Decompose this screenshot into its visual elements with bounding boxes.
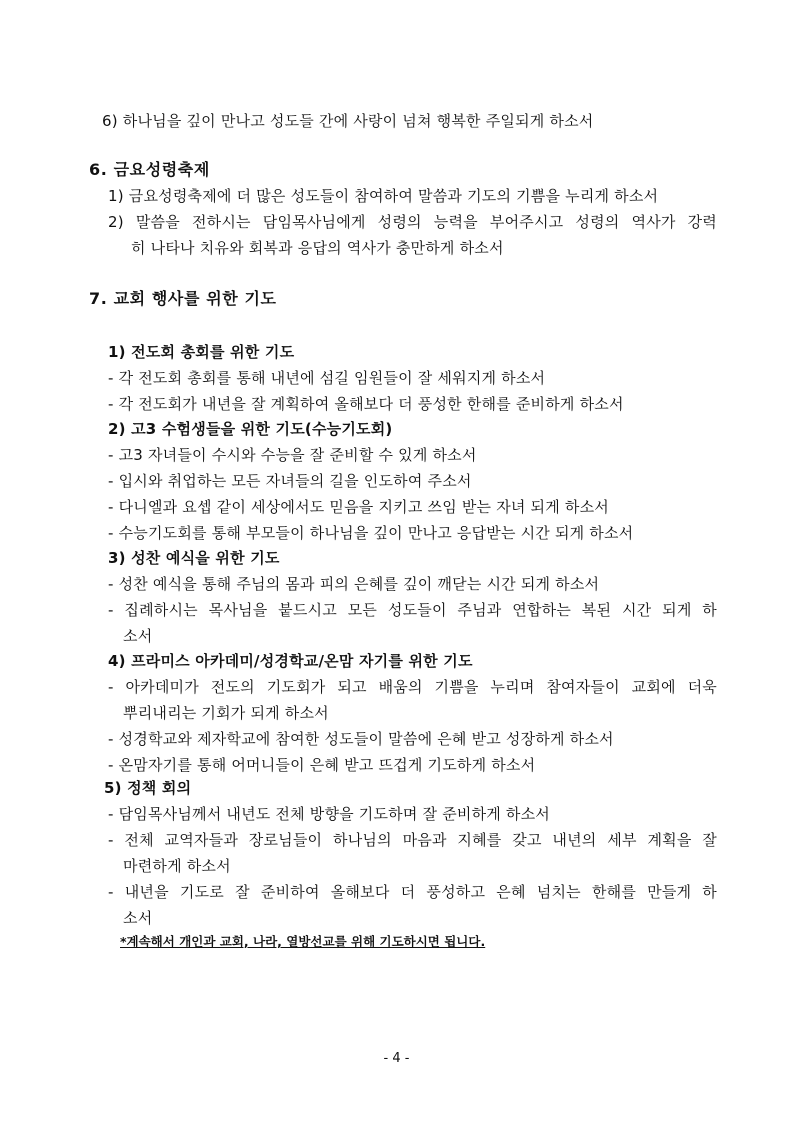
- subheading-4: 4) 프라미스 아카데미/성경학교/온맘 자기를 위한 기도: [108, 652, 473, 670]
- bullet-item: - 다니엘과 요셉 같이 세상에서도 믿음을 지키고 쓰임 받는 자녀 되게 하소서: [108, 498, 609, 516]
- bullet-item: - 아카데미가 전도의 기도회가 되고 배움의 기쁨을 누리며 참여자들이 교회에 더욱: [108, 678, 717, 696]
- section-heading-7: 7. 교회 행사를 위한 기도: [89, 289, 277, 308]
- bullet-item: - 온맘자기를 통해 어머니들이 은혜 받고 뜨겁게 기도하게 하소서: [108, 756, 536, 774]
- subheading-5: 5) 정책 회의: [104, 779, 192, 797]
- section-heading-6: 6. 금요성령축제: [89, 160, 210, 179]
- bullet-item: - 전체 교역자들과 장로님들이 하나님의 마음과 지혜를 갖고 내년의 세부 계획을 잘: [108, 831, 717, 849]
- bullet-item: - 성경학교와 제자학교에 참여한 성도들이 말씀에 은혜 받고 성장하게 하소서: [108, 730, 614, 748]
- bullet-item-continued: 마련하게 하소서: [123, 857, 231, 875]
- list-item-2-continued: 히 나타나 치유와 회복과 응답의 역사가 충만하게 하소서: [131, 239, 504, 257]
- bullet-item: - 입시와 취업하는 모든 자녀들의 길을 인도하여 주소서: [108, 472, 472, 490]
- closing-note: *계속해서 개인과 교회, 나라, 열방선교를 위해 기도하시면 됩니다.: [120, 934, 486, 949]
- page-number: - 4 -: [383, 1051, 410, 1066]
- subheading-3: 3) 성찬 예식을 위한 기도: [108, 549, 280, 567]
- bullet-item: - 집례하시는 목사님을 붙드시고 모든 성도들이 주님과 연합하는 복된 시간 되게 하: [108, 601, 717, 619]
- list-item-6: 6) 하나님을 깊이 만나고 성도들 간에 사랑이 넘쳐 행복한 주일되게 하소서: [102, 112, 594, 130]
- bullet-item-continued: 소서: [123, 909, 153, 927]
- bullet-item: - 내년을 기도로 잘 준비하여 올해보다 더 풍성하고 은혜 넘치는 한해를 만들게 하: [108, 883, 717, 901]
- list-item-2: 2) 말씀을 전하시는 담임목사님에게 성령의 능력을 부어주시고 성령의 역사가 강력: [108, 213, 717, 231]
- bullet-item-continued: 뿌리내리는 기회가 되게 하소서: [123, 704, 329, 722]
- bullet-item: - 수능기도회를 통해 부모들이 하나님을 깊이 만나고 응답받는 시간 되게 하소서: [108, 524, 634, 542]
- bullet-item: - 각 전도회 총회를 통해 내년에 섬길 임원들이 잘 세워지게 하소서: [108, 369, 546, 387]
- subheading-2: 2) 고3 수험생들을 위한 기도(수능기도회): [108, 420, 393, 438]
- bullet-item: - 고3 자녀들이 수시와 수능을 잘 준비할 수 있게 하소서: [108, 446, 477, 464]
- bullet-item: - 담임목사님께서 내년도 전체 방향을 기도하며 잘 준비하게 하소서: [108, 805, 550, 823]
- subheading-1: 1) 전도회 총회를 위한 기도: [108, 343, 295, 361]
- bullet-item: - 성찬 예식을 통해 주님의 몸과 피의 은혜를 깊이 깨닫는 시간 되게 하소서: [108, 575, 600, 593]
- bullet-item-continued: 소서: [123, 627, 153, 645]
- bullet-item: - 각 전도회가 내년을 잘 계획하여 올해보다 더 풍성한 한해를 준비하게 하소서: [108, 395, 624, 413]
- list-item-1: 1) 금요성령축제에 더 많은 성도들이 참여하여 말씀과 기도의 기쁨을 누리게 하소서: [108, 187, 659, 205]
